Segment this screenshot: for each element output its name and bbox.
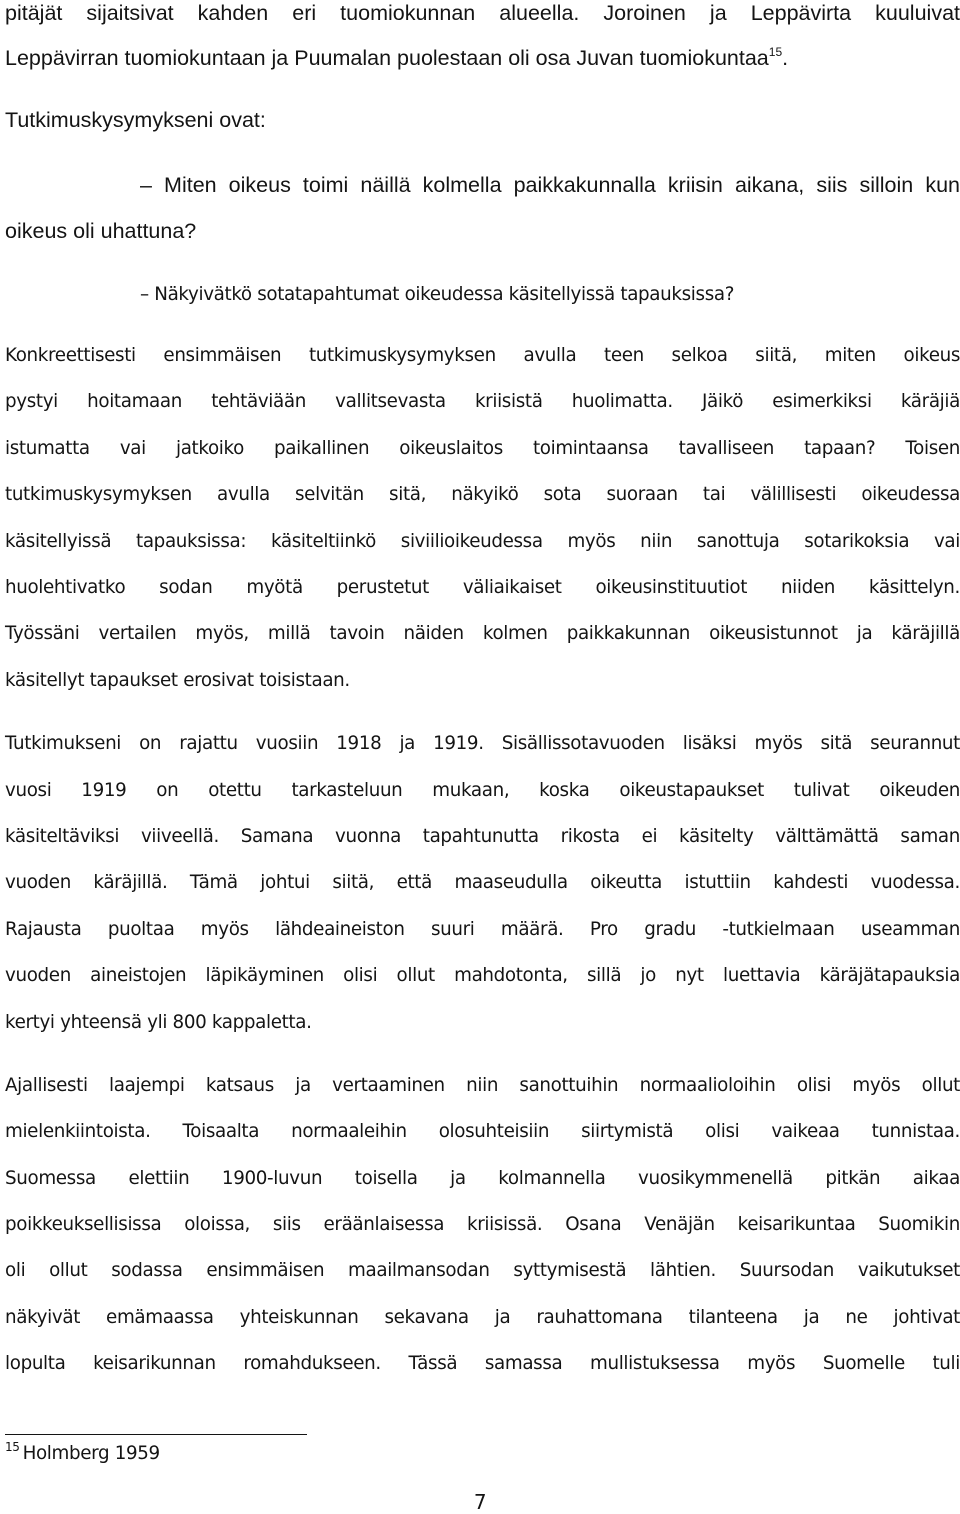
paragraph-1-line: pystyi hoitamaan tehtäviään vallitsevasta kriisistä huolimatta. Jäikö esimerkiksi käräjiä	[5, 391, 960, 412]
paragraph-3-line: lopulta keisarikunnan romahdukseen. Tässä samassa mullistuksessa myös Suomelle tuli	[5, 1353, 960, 1374]
intro-line-2-end: .	[782, 46, 789, 70]
paragraph-2-line: vuoden aineistojen läpikäyminen olisi ollut mahdotonta, sillä jo nyt luettavia käräjätapauksia	[5, 965, 960, 986]
question-2: – Näkyivätkö sotatapahtumat oikeudessa käsitellyissä tapauksissa?	[140, 284, 735, 305]
paragraph-1-line: Työssäni vertailen myös, millä tavoin näiden kolmen paikkakunnan oikeusistunnot ja käräjillä	[5, 623, 960, 644]
paragraph-3-line: näkyivät emämaassa yhteiskunnan sekavana ja rauhattomana tilanteena ja ne johtivat	[5, 1307, 960, 1328]
footnote-number: 15	[5, 1440, 20, 1454]
intro-line-2-text: Leppävirran tuomiokuntaan ja Puumalan puolestaan oli osa Juvan tuomiokuntaa	[5, 46, 769, 70]
paragraph-3-line: oli ollut sodassa ensimmäisen maailmansodan syttymisestä lähtien. Suursodan vaikutukset	[5, 1260, 960, 1281]
paragraph-2-line: Tutkimukseni on rajattu vuosiin 1918 ja 1919. Sisällissotavuoden lisäksi myös sitä seurannut	[5, 733, 960, 754]
paragraph-1-line: käsitellyissä tapauksissa: käsiteltiinkö siviilioikeudessa myös niin sanottuja sotarikoksia vai	[5, 531, 960, 552]
paragraph-2-line: Rajausta puoltaa myös lähdeaineiston suuri määrä. Pro gradu -tutkielmaan useamman	[5, 919, 960, 940]
paragraph-3-line: Suomessa elettiin 1900-luvun toisella ja kolmannella vuosikymmenellä pitkän aikaa	[5, 1168, 960, 1189]
paragraph-3-line: poikkeuksellisissa oloissa, siis eräänlaisessa kriisissä. Osana Venäjän keisarikuntaa Suomikin	[5, 1214, 960, 1235]
footnote-text: Holmberg 1959	[22, 1443, 160, 1464]
paragraph-1-line: tutkimuskysymyksen avulla selvitän sitä, näkyikö sota suoraan tai välillisesti oikeudessa	[5, 484, 960, 505]
intro-line-1: pitäjät sijaitsivat kahden eri tuomiokunnan alueella. Joroinen ja Leppävirta kuuluivat	[5, 1, 960, 25]
question-1-line-1: – Miten oikeus toimi näillä kolmella paikkakunnalla kriisin aikana, siis silloin kun	[140, 173, 960, 197]
paragraph-2-line: vuoden käräjillä. Tämä johtui siitä, että maaseudulla oikeutta istuttiin kahdesti vuodessa.	[5, 872, 960, 893]
footnote	[5, 1440, 160, 1464]
footnote-ref-15[interactable]: 15	[768, 45, 783, 59]
paragraph-2-line: vuosi 1919 on otettu tarkasteluun mukaan, koska oikeustapaukset tulivat oikeuden	[5, 780, 960, 801]
paragraph-1-line: istumatta vai jatkoiko paikallinen oikeuslaitos toimintaansa tavalliseen tapaan? Toisen	[5, 438, 960, 459]
paragraph-2-line: käsiteltäviksi viiveellä. Samana vuonna tapahtunutta rikosta ei käsitelty välttämättä saman	[5, 826, 960, 847]
questions-heading: Tutkimuskysymykseni ovat:	[5, 108, 266, 132]
paragraph-1-line: käsitellyt tapaukset erosivat toisistaan.	[5, 670, 350, 691]
intro-line-2	[5, 46, 960, 70]
page-number: 7	[473, 1490, 487, 1514]
paragraph-3-line: Ajallisesti laajempi katsaus ja vertaaminen niin sanottuihin normaalioloihin olisi myös ollut	[5, 1075, 960, 1096]
paragraph-1-line: huolehtivatko sodan myötä perustetut väliaikaiset oikeusinstituutiot niiden käsittelyn.	[5, 577, 960, 598]
paragraph-2-line: kertyi yhteensä yli 800 kappaletta.	[5, 1012, 312, 1033]
paragraph-1-line: Konkreettisesti ensimmäisen tutkimuskysymyksen avulla teen selkoa siitä, miten oikeus	[5, 345, 960, 366]
footnote-divider	[5, 1434, 307, 1435]
question-1-line-2: oikeus oli uhattuna?	[5, 219, 197, 243]
paragraph-3-line: mielenkiintoista. Toisaalta normaaleihin olosuhteisiin siirtymistä olisi vaikeaa tunnistaa.	[5, 1121, 960, 1142]
